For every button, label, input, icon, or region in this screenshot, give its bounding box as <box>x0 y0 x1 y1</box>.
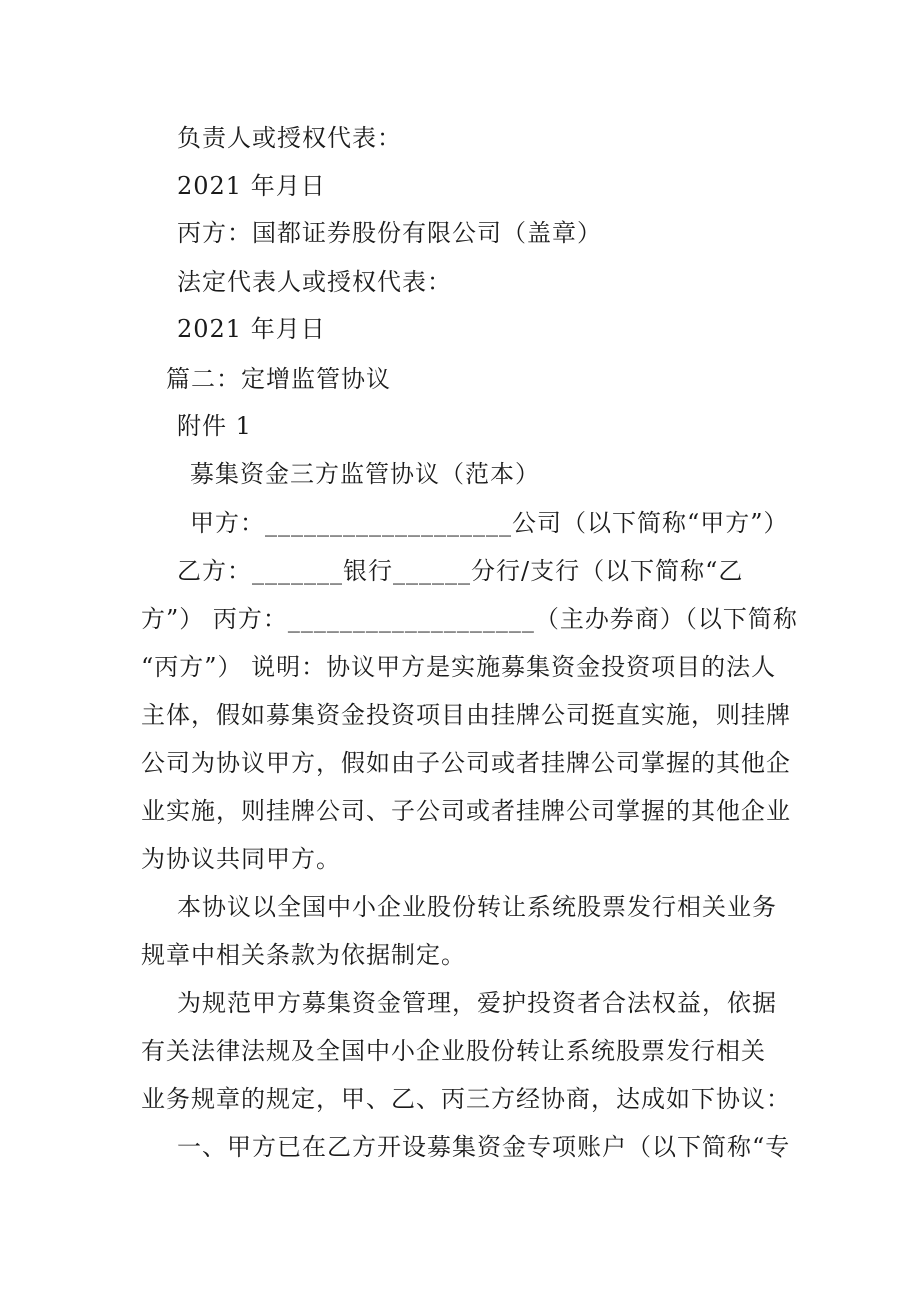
agreement-title: 募集资金三方监管协议（范本） <box>190 460 540 488</box>
paragraph-line: 规章中相关条款为依据制定。 <box>141 941 466 969</box>
date-line: 2021 年月日 <box>177 172 326 200</box>
paragraph-line: 为规范甲方募集资金管理，爱护投资者合法权益，依据 <box>177 989 777 1017</box>
section-heading: 篇二：定增监管协议 <box>166 365 391 393</box>
paragraph-line: “丙方”） 说明：协议甲方是实施募集资金投资项目的法人 <box>141 653 777 681</box>
signatory-label: 负责人或授权代表： <box>177 124 402 152</box>
paragraph-line: 公司为协议甲方，假如由子公司或者挂牌公司掌握的其他企 <box>141 749 791 777</box>
paragraph-line: 方”） 丙方：___________________（主办券商）（以下简称 <box>141 605 798 633</box>
paragraph-line: 本协议以全国中小企业股份转让系统股票发行相关业务 <box>177 893 777 921</box>
paragraph-line: 业务规章的规定，甲、乙、丙三方经协商，达成如下协议： <box>141 1085 791 1113</box>
paragraph-line: 为协议共同甲方。 <box>141 845 341 873</box>
party-a-line: 甲方：___________________公司（以下简称“甲方”） <box>190 509 789 537</box>
paragraph-line: 业实施，则挂牌公司、子公司或者挂牌公司掌握的其他企业 <box>141 797 791 825</box>
paragraph-line: 一、甲方已在乙方开设募集资金专项账户（以下简称“专 <box>177 1133 791 1161</box>
paragraph-line: 有关法律法规及全国中小企业股份转让系统股票发行相关 <box>141 1037 766 1065</box>
party-c-line: 丙方：国都证券股份有限公司（盖章） <box>177 219 602 247</box>
attachment-label: 附件 1 <box>177 412 252 440</box>
date-line: 2021 年月日 <box>177 315 326 343</box>
paragraph-line: 乙方：_______银行______分行/支行（以下简称“乙 <box>177 557 744 585</box>
paragraph-line: 主体，假如募集资金投资项目由挂牌公司挺直实施，则挂牌 <box>141 701 791 729</box>
legal-rep-label: 法定代表人或授权代表： <box>177 268 452 296</box>
